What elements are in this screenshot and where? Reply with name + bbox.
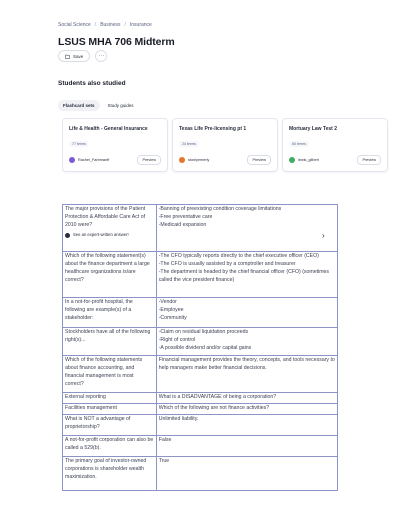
table-row	[63, 415, 338, 436]
study-set-card[interactable]	[172, 118, 278, 172]
preview-button[interactable]: Preview	[247, 155, 271, 165]
more-icon: ···	[98, 53, 105, 59]
card-footer	[289, 155, 381, 165]
card-user[interactable]	[69, 157, 109, 163]
table-row	[63, 393, 338, 404]
page-title: LSUS MHA 706 Midterm	[58, 36, 175, 48]
breadcrumb-separator: /	[94, 22, 97, 28]
card-user[interactable]	[179, 157, 209, 163]
question-cell: The primary goal of investor-owned corporations is shareholder wealth maximization.	[63, 457, 157, 491]
breadcrumb-separator: /	[124, 22, 126, 28]
table-row	[63, 205, 338, 252]
table-row	[63, 328, 338, 356]
action-bar	[58, 50, 107, 62]
terms-badge: 60 terms	[289, 141, 309, 147]
card-footer	[179, 155, 271, 165]
study-set-card[interactable]	[282, 118, 388, 172]
question-cell: Stockholders have all of the following right(s)...	[63, 328, 157, 356]
answer-cell: False	[156, 436, 337, 457]
terms-badge: 77 terms	[69, 141, 89, 147]
terms-badge: 24 terms	[179, 141, 199, 147]
expert-answer-link[interactable]	[65, 231, 154, 239]
save-button[interactable]	[58, 50, 90, 62]
card-footer	[69, 155, 161, 165]
card-title: Mortuary Law Test 2	[289, 126, 337, 132]
study-set-card[interactable]	[62, 118, 168, 172]
answer-cell: Financial management provides the theory, concepts, and tools necessary to help managers make better financial decisions.	[156, 356, 337, 393]
answer-cell: -Banning of preexisting condition coverage limitations -Free preventative care -Medicaid expansion	[156, 205, 337, 252]
question-cell	[63, 205, 157, 252]
table-row	[63, 356, 338, 393]
study-set-carousel	[62, 118, 400, 174]
card-user[interactable]	[289, 157, 319, 163]
avatar	[289, 157, 295, 163]
answer-cell: -Vendor -Employee -Community	[156, 298, 337, 328]
folder-icon	[65, 54, 70, 59]
qa-table	[62, 204, 338, 491]
chevron-right-icon[interactable]: ›	[322, 231, 325, 240]
username: stonlyemerly	[188, 158, 210, 162]
section-title-students-also-studied: Students also studied	[58, 80, 126, 87]
answer-cell: -The CFO typically reports directly to the chief executive officer (CEO) -The CFO is usually assisted by a comptroller and treasurer -The department is headed by the chief financial officer (CFO) (sometimes called the vice president finance)	[156, 252, 337, 298]
preview-button[interactable]: Preview	[357, 155, 381, 165]
more-options-button[interactable]	[95, 50, 107, 62]
avatar	[179, 157, 185, 163]
tab-flashcard-sets[interactable]: Flashcard sets	[58, 100, 100, 111]
table-row	[63, 404, 338, 415]
expert-icon	[65, 233, 70, 238]
question-text: The major provisions of the Patient Protection & Affordable Care Act of 2010 were?	[65, 206, 146, 228]
answer-cell: -Claim on residual liquidation proceeds -Right of control -A possible dividend and/or capital gains	[156, 328, 337, 356]
username: Rachel_Farbmanff	[78, 158, 110, 162]
breadcrumb-item[interactable]: Social Science	[58, 22, 91, 28]
table-row	[63, 252, 338, 298]
save-label: Save	[73, 53, 84, 59]
answer-cell: Which of the following are not finance activities?	[156, 404, 337, 415]
answer-cell: Unlimited liability.	[156, 415, 337, 436]
avatar	[69, 157, 75, 163]
card-title: Texas Life Pre-licensing pt 1	[179, 126, 247, 132]
preview-button[interactable]: Preview	[137, 155, 161, 165]
answer-cell: What is a DISADVANTAGE of being a corporation?	[156, 393, 337, 404]
breadcrumb-item[interactable]: Insurance	[129, 22, 152, 28]
username: lewis_gilbert	[298, 158, 319, 162]
expert-answer-label: See an expert-written answer!	[73, 232, 129, 237]
breadcrumb	[58, 22, 152, 28]
table-row	[63, 436, 338, 457]
question-cell: Which of the following statement(s) about the finance department a large healthcare organizations is/are correct?	[63, 252, 157, 298]
question-cell: External reporting	[63, 393, 157, 404]
question-cell: Which of the following statements about finance accounting, and financial management is most correct?	[63, 356, 157, 393]
table-row	[63, 457, 338, 491]
question-cell: What is NOT a advantage of proprietorship?	[63, 415, 157, 436]
answer-cell: True	[156, 457, 337, 491]
breadcrumb-item[interactable]: Business	[100, 22, 121, 28]
question-cell: A not-for-profit corporation can also be called a 529(b).	[63, 436, 157, 457]
question-cell: Facilities management	[63, 404, 157, 415]
tab-study-guides[interactable]: Study guides	[107, 103, 134, 108]
card-title: Life & Health - General Insurance	[69, 126, 148, 132]
question-cell: In a not-for-profit hospital, the following are example(s) of a stakeholder:	[63, 298, 157, 328]
study-tabs	[58, 100, 139, 111]
table-row	[63, 298, 338, 328]
